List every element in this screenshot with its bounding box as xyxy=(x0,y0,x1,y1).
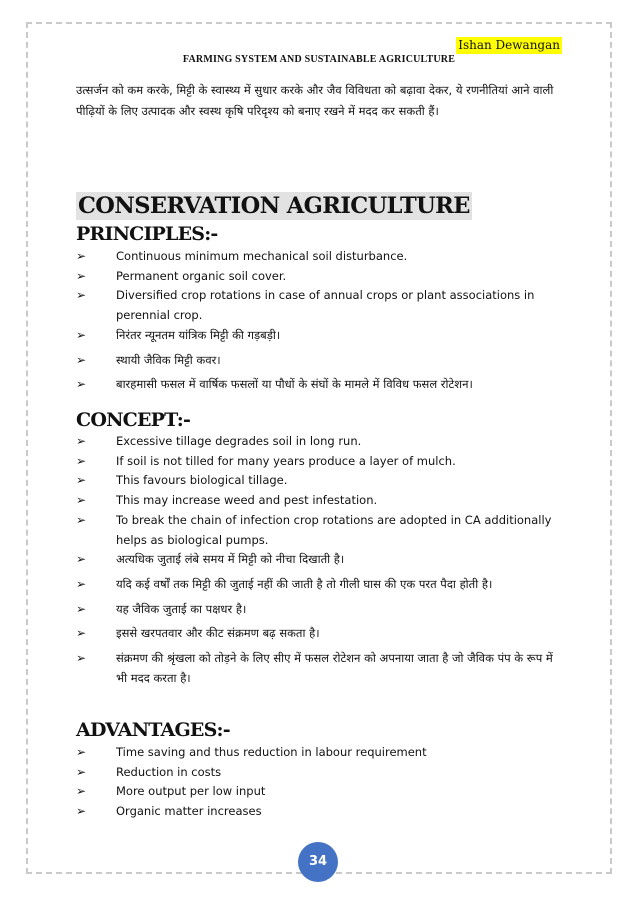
list-item: ➢ स्थायी जैविक मिट्टी कवर। xyxy=(76,351,562,371)
arrow-bullet-icon: ➢ xyxy=(76,512,87,527)
arrow-bullet-icon: ➢ xyxy=(76,493,87,508)
list-item: ➢ Continuous minimum mechanical soil disturbance. xyxy=(76,247,562,267)
list-item: ➢ More output per low input xyxy=(76,782,562,802)
arrow-bullet-icon: ➢ xyxy=(76,601,87,616)
list-item: ➢ If soil is not tilled for many years produce a layer of mulch. xyxy=(76,452,562,472)
arrow-bullet-icon: ➢ xyxy=(76,473,87,488)
arrow-bullet-icon: ➢ xyxy=(76,268,87,283)
list-item: ➢ निरंतर न्यूनतम यांत्रिक मिट्टी की गड़बड़ी। xyxy=(76,326,562,346)
list-item: ➢ यदि कई वर्षों तक मिट्टी की जुताई नहीं की जाती है तो गीली घास की एक परत पैदा होती है। xyxy=(76,575,562,595)
intro-paragraph: उत्सर्जन को कम करके, मिट्टी के स्वास्थ्य में सुधार करके और जैव विविधता को बढ़ावा देकर, ये रणनीतियां आने वाली पीढ़ियों के लिए उत्पादक और स्वस्थ कृषि परिदृश्य को बनाए रखने में मदद कर सकती हैं। xyxy=(76,83,554,118)
arrow-bullet-icon: ➢ xyxy=(76,288,87,303)
arrow-bullet-icon: ➢ xyxy=(76,327,87,342)
list-item: ➢ इससे खरपतवार और कीट संक्रमण बढ़ सकता है। xyxy=(76,624,562,644)
advantages-list xyxy=(76,743,562,822)
arrow-bullet-icon: ➢ xyxy=(76,784,87,799)
list-item: ➢ Time saving and thus reduction in labour requirement xyxy=(76,743,562,763)
list-item: ➢ Reduction in costs xyxy=(76,763,562,783)
principles-heading: PRINCIPLES:- xyxy=(76,223,218,245)
list-item: ➢ Permanent organic soil cover. xyxy=(76,267,562,287)
concept-list xyxy=(76,432,562,688)
arrow-bullet-icon: ➢ xyxy=(76,453,87,468)
arrow-bullet-icon: ➢ xyxy=(76,249,87,263)
concept-heading: CONCEPT:- xyxy=(76,409,191,431)
arrow-bullet-icon: ➢ xyxy=(76,651,87,666)
list-item: ➢ यह जैविक जुताई का पक्षधर है। xyxy=(76,600,562,620)
arrow-bullet-icon: ➢ xyxy=(76,352,87,367)
arrow-bullet-icon: ➢ xyxy=(76,434,87,448)
page-number: 34 xyxy=(298,842,338,882)
arrow-bullet-icon: ➢ xyxy=(76,552,87,567)
running-title: FARMING SYSTEM AND SUSTAINABLE AGRICULTURE xyxy=(182,54,456,65)
advantages-heading: ADVANTAGES:- xyxy=(76,719,230,741)
arrow-bullet-icon: ➢ xyxy=(76,576,87,591)
list-item: ➢ Excessive tillage degrades soil in long run. xyxy=(76,432,562,452)
list-item: ➢ Organic matter increases xyxy=(76,802,562,822)
arrow-bullet-icon: ➢ xyxy=(76,377,87,392)
arrow-bullet-icon: ➢ xyxy=(76,745,87,759)
list-item: ➢ संक्रमण की श्रृंखला को तोड़ने के लिए सीए में फसल रोटेशन को अपनाया जाता है जो जैविक पंप के रूप में भी मदद करता है। xyxy=(76,651,553,685)
list-item: ➢ Diversified crop rotations in case of annual crops or plant associations in perennial crop. xyxy=(76,288,535,323)
list-item: ➢ This may increase weed and pest infestation. xyxy=(76,491,562,511)
section-title: CONSERVATION AGRICULTURE xyxy=(78,193,470,219)
author-name: Ishan Dewangan xyxy=(458,38,560,52)
arrow-bullet-icon: ➢ xyxy=(76,804,87,819)
list-item: ➢ To break the chain of infection crop rotations are adopted in CA additionally helps as biological pumps. xyxy=(76,512,552,547)
list-item: ➢ This favours biological tillage. xyxy=(76,471,562,491)
list-item: ➢ अत्यधिक जुताई लंबे समय में मिट्टी को नीचा दिखाती है। xyxy=(76,550,562,570)
arrow-bullet-icon: ➢ xyxy=(76,626,87,641)
list-item: ➢ बारहमासी फसल में वार्षिक फसलों या पौधों के संघों के मामले में विविध फसल रोटेशन। xyxy=(76,375,562,395)
principles-list xyxy=(76,247,562,395)
arrow-bullet-icon: ➢ xyxy=(76,764,87,779)
